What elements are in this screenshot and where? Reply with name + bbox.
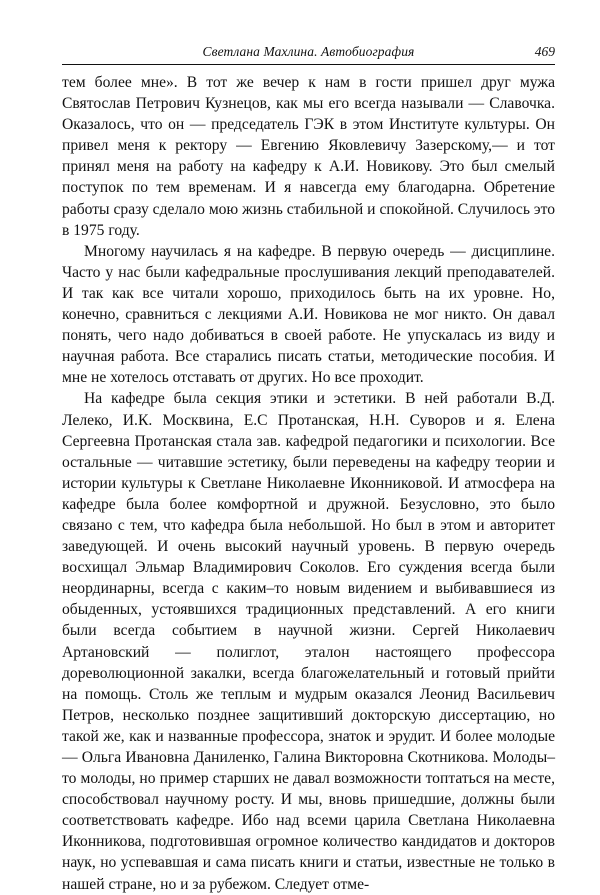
paragraph-continuation: тем более мне». В тот же вечер к нам в гости пришел друг мужа Святослав Петрович Кузнецов, как мы его всегда называли — Славочка. Оказалось, что он — председатель ГЭК в этом Институте культуры. Он привел меня к ректору — Евгению Яковлевичу Зазерскому,— и тот принял меня на работу на кафедру к А.И. Новикову. Это был смелый поступок по тем временам. И я навсегда ему благодарна. Обретение работы сразу сделало мою жизнь стабильной и спокойной. Случилось это в 1975 году. xyxy=(62,74,555,239)
body-text xyxy=(62,72,555,895)
paragraph-ethics-aesthetics-section: На кафедре была секция этики и эстетики. В ней работали В.Д. Лелеко, И.К. Москвина, Е.С Протанская, Н.Н. Суворов и я. Елена Сергеевна Протанская стала зав. кафедрой педагогики и психологии. Все остальные — читавшие эстетику, были переведены на кафедру теории и истории культуры к Светлане Николаевне Иконниковой. И атмосфера на кафедре была более комфортной и дружной. Безусловно, это было связано с тем, что кафедра была небольшой. Но был в этом и авторитет заведующей. И очень высокий научный уровень. В первую очередь восхищал Эльмар Владимирович Соколов. Его суждения всегда были неординарны, всегда с каким–то новым видением и выбивавшиеся из обыденных, устоявшихся традиционных представлений. А его книги были всегда событием в научной жизни. Сергей Николаевич Артановский — полиглот, эталон настоящего профессора дореволюционной закалки, всегда благожелательный и готовый прийти на помощь. Столь же теплым и мудрым оказался Леонид Васильевич Петров, несколько позднее защитивший докторскую диссертацию, но такой же, как и названные профессора, знаток и эрудит. И более молодые — Ольга Ивановна Даниленко, Галина Викторовна Скотникова. Молоды–то молоды, но пример старших не давал возможности топтаться на месте, способствовал научному росту. И мы, вновь пришедшие, должны были соответствовать кафедре. Ибо над всеми царила Светлана Николаевна Иконникова, подготовившая огромное количество кандидатов и докторов наук, но успевавшая и сама писать книги и статьи, известные не только в нашей стране, но и за рубежом. Следует отме- xyxy=(62,390,555,893)
running-header xyxy=(62,38,555,65)
running-title: Светлана Махлина. Автобиография xyxy=(202,44,415,59)
page-number: 469 xyxy=(534,44,555,59)
paragraph-department-learning: Многому научилась я на кафедре. В первую очередь — дисциплине. Часто у нас были кафедральные прослушивания лекций преподавателей. И так как все читали хорошо, приходилось быть на их уровне. Но, конечно, сравниться с лекциями А.И. Новикова не мог никто. Он давал понять, чего надо добиваться в своей работе. Не упускалась из виду и научная работа. Все старались писать статьи, методические пособия. И мне не хотелось отставать от других. Но все проходит. xyxy=(62,242,555,387)
